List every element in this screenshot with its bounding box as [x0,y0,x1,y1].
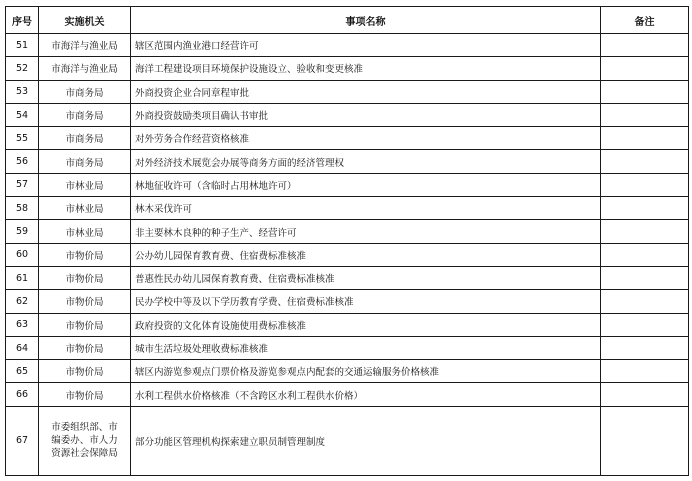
row-serial-number: 55 [6,127,39,150]
row-serial-number: 62 [6,290,39,313]
row-item-name: 海洋工程建设项目环境保护设施设立、验收和变更核准 [131,57,601,80]
row-item-name: 非主要林木良种的种子生产、经营许可 [131,220,601,243]
row-remarks [601,290,689,313]
row-item-name: 水利工程供水价格核准（不含跨区水利工程供水价格） [131,383,601,406]
row-serial-number: 53 [6,80,39,103]
table-row [6,266,689,289]
row-remarks [601,220,689,243]
row-remarks [601,173,689,196]
row-serial-number: 60 [6,243,39,266]
row-serial-number: 58 [6,197,39,220]
row-serial-number: 64 [6,336,39,359]
row-implementing-agency: 市委组织部、市编委办、市人力资源社会保障局 [39,406,131,475]
table-row [6,360,689,383]
row-remarks [601,197,689,220]
row-implementing-agency: 市物价局 [39,360,131,383]
table-row [6,173,689,196]
row-remarks [601,150,689,173]
header-item-name: 事项名称 [131,7,601,34]
row-remarks [601,243,689,266]
table-row [6,383,689,406]
table-row [6,313,689,336]
row-item-name: 林地征收许可（含临时占用林地许可） [131,173,601,196]
row-implementing-agency: 市物价局 [39,243,131,266]
table-row [6,197,689,220]
row-serial-number: 51 [6,34,39,57]
table-row [6,220,689,243]
table-row [6,127,689,150]
row-remarks [601,80,689,103]
row-remarks [601,266,689,289]
row-implementing-agency: 市物价局 [39,290,131,313]
row-implementing-agency: 市林业局 [39,220,131,243]
row-remarks [601,383,689,406]
row-serial-number: 59 [6,220,39,243]
table-header-row [6,7,689,34]
header-remarks: 备注 [601,7,689,34]
row-remarks [601,34,689,57]
row-serial-number: 54 [6,103,39,126]
table-row [6,290,689,313]
row-serial-number: 52 [6,57,39,80]
row-implementing-agency: 市商务局 [39,103,131,126]
items-table [5,6,689,476]
row-serial-number: 63 [6,313,39,336]
table-row [6,80,689,103]
row-serial-number: 61 [6,266,39,289]
table-row [6,57,689,80]
row-item-name: 公办幼儿园保育教育费、住宿费标准核准 [131,243,601,266]
table-row [6,243,689,266]
row-remarks [601,57,689,80]
row-serial-number: 67 [6,406,39,475]
row-serial-number: 56 [6,150,39,173]
table-row [6,34,689,57]
row-remarks [601,336,689,359]
row-implementing-agency: 市林业局 [39,197,131,220]
row-remarks [601,127,689,150]
row-remarks [601,103,689,126]
row-item-name: 政府投资的文化体育设施使用费标准核准 [131,313,601,336]
row-item-name: 对外劳务合作经营资格核准 [131,127,601,150]
row-item-name: 普惠性民办幼儿园保育教育费、住宿费标准核准 [131,266,601,289]
row-implementing-agency: 市物价局 [39,383,131,406]
table-row [6,150,689,173]
table-row [6,103,689,126]
row-item-name: 林木采伐许可 [131,197,601,220]
row-item-name: 外商投资企业合同章程审批 [131,80,601,103]
row-item-name: 部分功能区管理机构探索建立职员制管理制度 [131,406,601,475]
row-implementing-agency: 市商务局 [39,150,131,173]
row-implementing-agency: 市商务局 [39,80,131,103]
header-implementing-agency: 实施机关 [39,7,131,34]
row-implementing-agency: 市林业局 [39,173,131,196]
row-item-name: 民办学校中等及以下学历教育学费、住宿费标准核准 [131,290,601,313]
table-row [6,406,689,475]
row-item-name: 辖区范围内渔业港口经营许可 [131,34,601,57]
table-row [6,336,689,359]
row-item-name: 辖区内游览参观点门票价格及游览参观点内配套的交通运输服务价格核准 [131,360,601,383]
row-implementing-agency: 市海洋与渔业局 [39,57,131,80]
row-serial-number: 66 [6,383,39,406]
row-implementing-agency: 市物价局 [39,313,131,336]
row-remarks [601,313,689,336]
row-implementing-agency: 市商务局 [39,127,131,150]
row-item-name: 对外经济技术展览会办展等商务方面的经济管理权 [131,150,601,173]
row-implementing-agency: 市物价局 [39,266,131,289]
row-item-name: 城市生活垃圾处理收费标准核准 [131,336,601,359]
row-serial-number: 57 [6,173,39,196]
row-implementing-agency: 市海洋与渔业局 [39,34,131,57]
row-serial-number: 65 [6,360,39,383]
row-remarks [601,406,689,475]
header-serial-number: 序号 [6,7,39,34]
table-body [6,34,689,476]
row-remarks [601,360,689,383]
row-implementing-agency: 市物价局 [39,336,131,359]
row-item-name: 外商投资鼓励类项目确认书审批 [131,103,601,126]
